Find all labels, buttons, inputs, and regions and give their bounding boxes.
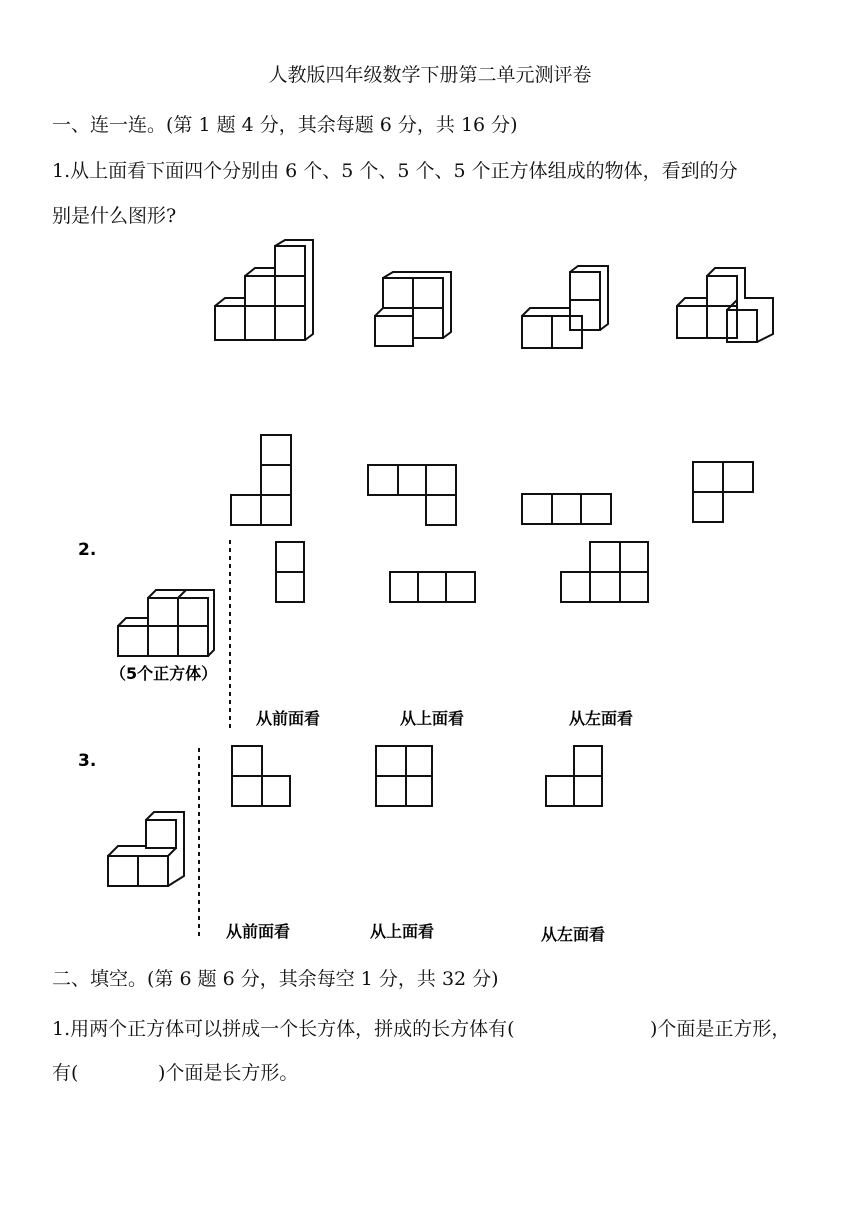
page-title: 人教版四年级数学下册第二单元测评卷 <box>268 64 592 86</box>
q2-label-front: 从前面看 <box>256 709 321 728</box>
fill-q1-part1: 1.用两个正方体可以拼成一个长方体，拼成的长方体有( <box>52 1018 515 1040</box>
q2-view-front <box>276 542 304 602</box>
q2-number: 2. <box>78 540 97 560</box>
q2-solid <box>118 590 214 656</box>
q2-view-left <box>561 542 648 602</box>
q3-view-top <box>376 746 432 806</box>
fill-q1-part3: 有( <box>52 1062 79 1084</box>
q1-solid-a <box>215 240 313 340</box>
q2-label-left: 从左面看 <box>569 709 634 728</box>
q1-view-a <box>231 435 291 525</box>
q3-view-left <box>546 746 602 806</box>
q1-text-line2: 别是什么图形? <box>52 205 177 227</box>
q1-solid-b <box>375 272 451 346</box>
q3-view-front <box>232 746 290 806</box>
q3-label-top: 从上面看 <box>370 922 435 941</box>
q1-solid-c <box>522 266 608 348</box>
fill-q1-part4: )个面是长方形。 <box>158 1062 299 1084</box>
q3-solid <box>108 812 184 886</box>
q1-view-d <box>693 462 753 522</box>
q2-caption: （5个正方体） <box>110 664 218 683</box>
section2-heading: 二、填空。(第 6 题 6 分，其余每空 1 分，共 32 分) <box>52 968 499 990</box>
q3-label-left: 从左面看 <box>541 925 606 944</box>
q2-label-top: 从上面看 <box>400 709 465 728</box>
q1-solid-d <box>677 268 773 342</box>
q1-text-line1: 1.从上面看下面四个分别由 6 个、5 个、5 个、5 个正方体组成的物体，看到的分 <box>52 160 738 182</box>
q2-view-top <box>390 572 475 602</box>
q3-number: 3. <box>78 751 97 771</box>
section1-heading: 一、连一连。(第 1 题 4 分，其余每题 6 分，共 16 分) <box>52 114 518 136</box>
q1-view-c <box>522 494 611 524</box>
q3-label-front: 从前面看 <box>226 922 291 941</box>
fill-q1-part2: )个面是正方形， <box>650 1018 791 1040</box>
q1-view-b <box>368 465 456 525</box>
